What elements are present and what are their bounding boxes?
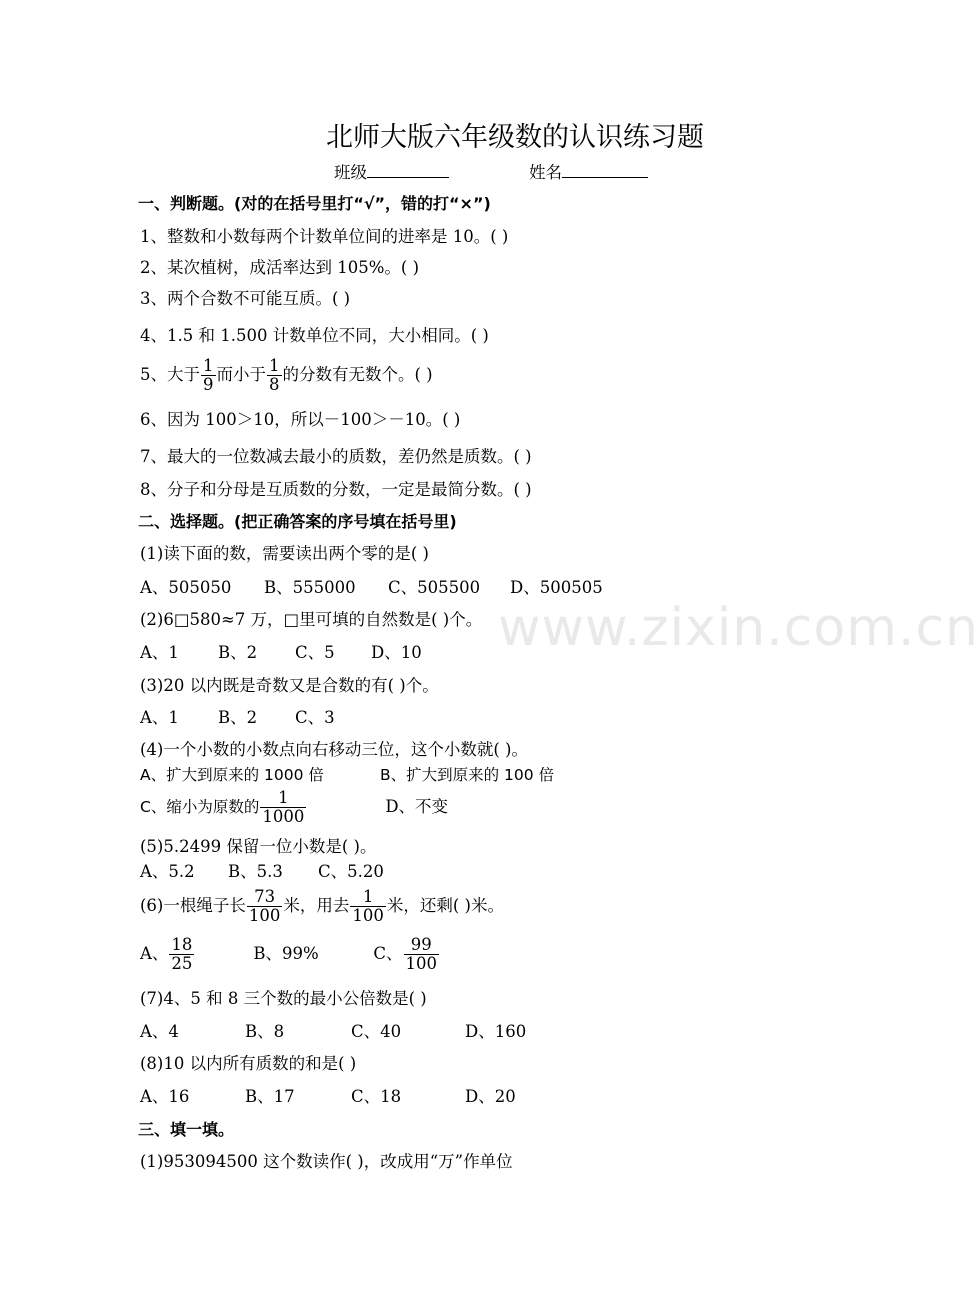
option-b: B、555000 [264,578,356,597]
fraction-one-eighth [267,357,282,394]
option-c: C、40 [351,1022,402,1041]
fraction-numerator: 1 [350,888,386,907]
option-a: A、5.2 [140,862,195,881]
option-b: B、99% [253,944,319,963]
option-d: D、160 [465,1022,527,1041]
s2-q6-options [140,934,440,974]
option-a-label: A、 [140,944,169,963]
s2-q2-options [140,643,422,663]
fraction-99-100 [404,936,440,973]
fraction-denominator: 100 [248,906,281,925]
option-c: C、3 [295,708,335,727]
fraction-numerator: 73 [247,888,283,907]
s1-question-6: 6、因为 100＞10，所以－100＞－10。( ) [140,410,461,429]
name-label: 姓名 [529,163,562,182]
option-a: A、1 [140,643,179,662]
s1-question-7: 7、最大的一位数减去最小的质数，差仍然是质数。( ) [140,447,532,466]
s2-q4-options-ab [140,765,554,785]
option-a: A、4 [140,1022,179,1041]
fraction-numerator: 99 [404,936,440,955]
option-d: D、20 [465,1087,516,1106]
s2-q6-text-b: 米，用去 [283,896,350,915]
s1-question-8: 8、分子和分母是互质数的分数，一定是最简分数。( ) [140,480,532,499]
s2-q8-options [140,1087,516,1107]
option-a: A、505050 [140,578,232,597]
s2-q6-text-a: (6)一根绳子长 [140,896,246,915]
s1-question-4: 4、1.5 和 1.500 计数单位不同，大小相同。( ) [140,326,489,345]
section3-header: 三、填一填。 [138,1120,235,1139]
fraction-denominator: 8 [269,375,280,394]
fraction-numerator: 18 [171,935,193,954]
option-b: B、扩大到原来的 100 倍 [380,766,555,784]
fraction-denominator: 100 [352,906,384,925]
s2-q6-text-c: 米，还剩( )米。 [386,896,504,915]
s2-question-1: (1)读下面的数，需要读出两个零的是( ) [140,544,429,563]
option-b: B、5.3 [228,862,283,881]
option-d: D、500505 [510,578,603,597]
option-d: D、10 [371,643,422,662]
s2-question-4: (4)一个小数的小数点向右移动三位，这个小数就( )。 [140,740,528,759]
s2-q7-options [140,1022,526,1042]
s2-question-8: (8)10 以内所有质数的和是( ) [140,1054,357,1073]
fraction-73-100 [247,888,283,925]
s1-question-2: 2、某次植树，成活率达到 105%。( ) [140,258,420,277]
watermark: www.zixin.com.cn [498,598,979,658]
fraction-18-25 [169,936,194,973]
s2-q4-options-cd [140,788,448,826]
fraction-denominator: 100 [405,954,438,973]
fraction-numerator: 1 [269,356,280,375]
option-c-label: C、 [373,944,403,963]
option-c: C、5 [295,643,335,662]
section2-header: 二、选择题。(把正确答案的序号填在括号里) [138,512,457,531]
option-b: B、17 [245,1087,295,1106]
name-field [529,162,648,183]
option-b: B、2 [218,708,258,727]
option-c: C、缩小为原数的 [140,798,260,816]
s2-question-7: (7)4、5 和 8 三个数的最小公倍数是( ) [140,989,427,1008]
fraction-denominator: 25 [171,954,193,973]
option-c: C、18 [351,1087,402,1106]
option-d: D、不变 [385,797,449,816]
option-a: A、16 [140,1087,190,1106]
fraction-denominator: 9 [203,375,214,394]
s2-question-6 [140,886,504,926]
s2-question-2: (2)6□580≈7 万，□里可填的自然数是( )个。 [140,610,483,629]
class-blank[interactable] [367,162,449,178]
s3-question-1: (1)953094500 这个数读作( )，改成用“万”作单位 [140,1152,513,1171]
s1-question-1: 1、整数和小数每两个计数单位间的进率是 10。( ) [140,227,509,246]
fraction-1-100 [350,888,386,925]
fraction-numerator: 1 [203,356,214,375]
option-b: B、8 [245,1022,285,1041]
fraction-denominator: 1000 [262,807,305,826]
fraction-one-ninth [201,357,216,394]
fraction-numerator: 1 [260,789,306,808]
section1-header: 一、判断题。(对的在括号里打“√”，错的打“×”) [138,194,491,213]
s1-q5-text-a: 5、大于 [140,365,200,384]
s2-question-5: (5)5.2499 保留一位小数是( )。 [140,837,377,856]
s1-question-3: 3、两个合数不可能互质。( ) [140,289,351,308]
s1-q5-text-c: 的分数有无数个。( ) [282,365,433,384]
s2-q5-options [140,862,384,882]
option-a: A、1 [140,708,179,727]
page-title: 北师大版六年级数的认识练习题 [326,122,704,153]
s2-question-3: (3)20 以内既是奇数又是合数的有( )个。 [140,676,439,695]
fraction-one-thousandth [260,789,306,826]
name-blank[interactable] [562,162,648,178]
option-b: B、2 [218,643,258,662]
s2-q3-options [140,708,335,728]
option-c: C、5.20 [318,862,384,881]
option-a: A、扩大到原来的 1000 倍 [140,766,324,784]
option-c: C、505500 [388,578,481,597]
s1-question-5 [140,356,433,394]
class-label: 班级 [334,163,367,182]
s2-q1-options [140,578,603,598]
class-field [334,162,449,183]
s1-q5-text-b: 而小于 [216,365,266,384]
